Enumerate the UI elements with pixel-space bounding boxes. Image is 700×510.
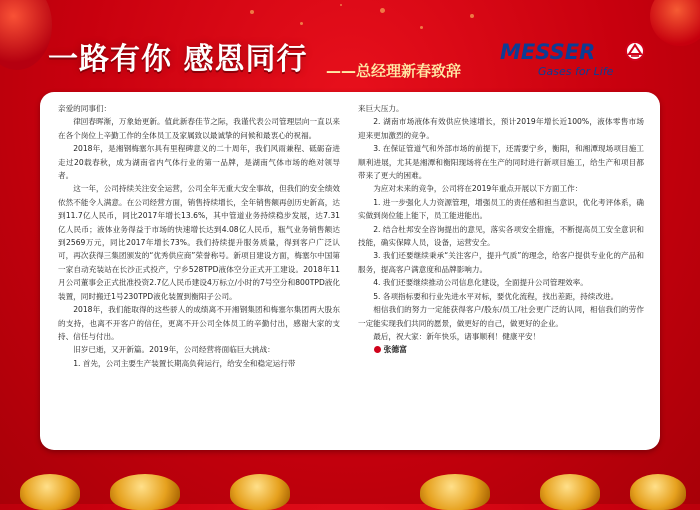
sparkle-decoration xyxy=(420,26,423,29)
sparkle-decoration xyxy=(340,4,342,6)
letter-paragraph: 2. 湖南市场液体有效供应快速增长，预计2019年增长近100%，液体零售市场迎来更加激烈的竞争。 xyxy=(358,117,644,140)
letter-paragraph: 1. 进一步强化人力资源管理，增强员工的责任感和担当意识，优化考评体系，确实做到岗位能上能下，员工能进能出。 xyxy=(358,197,644,221)
letter-paragraph: 相信我们的努力一定能获得客户/股东/员工/社会更广泛的认同，相信我们的劳作一定能实现我们共同的愿景，做更好的自己，做更好的企业。 xyxy=(358,305,644,328)
letter-paragraph: 这一年，公司持续关注安全运营，公司全年无重大安全事故，但我们的安全绩效依然不能令人满意。在公司经营方面，销售持续增长，全年销售额再创历史新高，达到11.7亿人民币，同比2017年增长13.6%，其中管道业务持续稳步发展，达7.31亿人民币；液体业务得益于市场的快速增长达到4.08亿人民币，瓶气业务销售额达到2569万元，同比2017年增长73%。我们持续提升服务质量，得到客户广泛认可，再次获得三集团颁发的“优秀供应商”荣誉称号。新项目建设方面，梅塞尔中国第一家自动充装站在长沙正式投产，宁乡528TPD液体空分正式开工建设。2018年11月公司董事会正式批准投资2.7亿人民币建设4万标立/小时的7号空分和800TPD液化装置，同时搬迁1号230TPD液化装置到衡阳子公司。 xyxy=(58,184,340,301)
gold-ingot-decoration xyxy=(20,474,80,510)
letter-paragraph: 5. 各项指标要和行业先进水平对标，要优化流程，找出差距，持续改进。 xyxy=(373,291,619,301)
gold-ingot-decoration-row xyxy=(0,448,700,504)
page-title: 一路有你 感恩同行 xyxy=(48,42,308,77)
messer-logo xyxy=(500,40,670,84)
logo-wordmark: MESSER xyxy=(500,40,596,64)
letter-paragraph: 3. 我们还要继续秉承“关注客户，提升气质”的理念，给客户提供专业化的产品和服务，提高客户满意度和品牌影响力。 xyxy=(358,251,644,274)
gold-ingot-decoration xyxy=(230,474,290,510)
letter-column-right xyxy=(358,102,644,357)
letter-paragraph: 4. 我们还要继续推动公司信息化建设，全面提升公司管理效率。 xyxy=(373,278,588,288)
gold-ingot-decoration xyxy=(420,474,490,510)
gold-ingot-decoration xyxy=(540,474,600,510)
signature-dot-icon xyxy=(374,346,381,353)
signature-name: 张德富 xyxy=(383,345,407,355)
letter-paragraph: 来巨大压力。 xyxy=(358,104,404,113)
letter-paragraph: 最后，祝大家：新年快乐，诸事顺利！健康平安！ xyxy=(373,331,541,341)
messer-emblem-icon xyxy=(624,40,646,62)
letter-paragraph: 律回春晖渐，万象始更新。值此新春佳节之际，我谨代表公司管理层向一直以来在各个岗位上辛勤工作的全体员工及家属致以最诚挚的问候和最衷心的祝福。 xyxy=(58,117,340,140)
lantern-decoration-left xyxy=(0,0,52,70)
letter-paragraph: 为应对未来的竞争，公司将在2019年重点开展以下方面工作： xyxy=(373,184,583,194)
sparkle-decoration xyxy=(250,10,254,14)
gold-ingot-decoration xyxy=(630,474,686,510)
sparkle-decoration xyxy=(300,22,303,25)
letter-paragraph: 旧岁已逝，又开新篇。2019年，公司经营将面临巨大挑战： xyxy=(73,345,275,355)
letter-paragraph: 2018年，是湘钢梅塞尔具有里程碑意义的二十周年，我们风雨兼程、砥砺奋进走过20载春秋，成为湖南省内气体行业的第一品牌，是湖南气体市场的绝对领导者。 xyxy=(58,144,340,181)
letter-card xyxy=(40,92,660,450)
letter-greeting: 亲爱的同事们： xyxy=(58,104,112,113)
gold-ingot-decoration xyxy=(110,474,180,510)
page-subtitle: ——总经理新春致辞 xyxy=(326,62,462,80)
sparkle-decoration xyxy=(380,8,385,13)
letter-column-left xyxy=(58,102,340,370)
letter-paragraph: 2018年，我们能取得的这些骄人的成绩离不开湘钢集团和梅塞尔集团两大股东的支持，也离不开客户的信任，更离不开公司全体员工的辛勤付出，感谢大家的支持、信任与付出。 xyxy=(58,305,340,341)
letter-paragraph: 2. 结合杜邦安全咨询提出的意见，落实各项安全措施，不断提高员工安全意识和技能，确实保障人员，设备，运营安全。 xyxy=(358,224,644,248)
letter-paragraph: 3. 在保证管道气和外部市场的前提下，还需要宁乡，衡阳，和湘潭现场项目施工顺利进展，尤其是湘潭和衡阳现场将在生产的同时进行新项目施工，给生产和项目都带来了更大的困难。 xyxy=(358,144,644,181)
letter-signature xyxy=(358,343,644,356)
letter-paragraph: 1. 首先，公司主要生产装置长期高负荷运行，给安全和稳定运行带 xyxy=(73,358,296,368)
sparkle-decoration xyxy=(470,14,474,18)
logo-tagline: Gases for Life xyxy=(538,65,614,78)
